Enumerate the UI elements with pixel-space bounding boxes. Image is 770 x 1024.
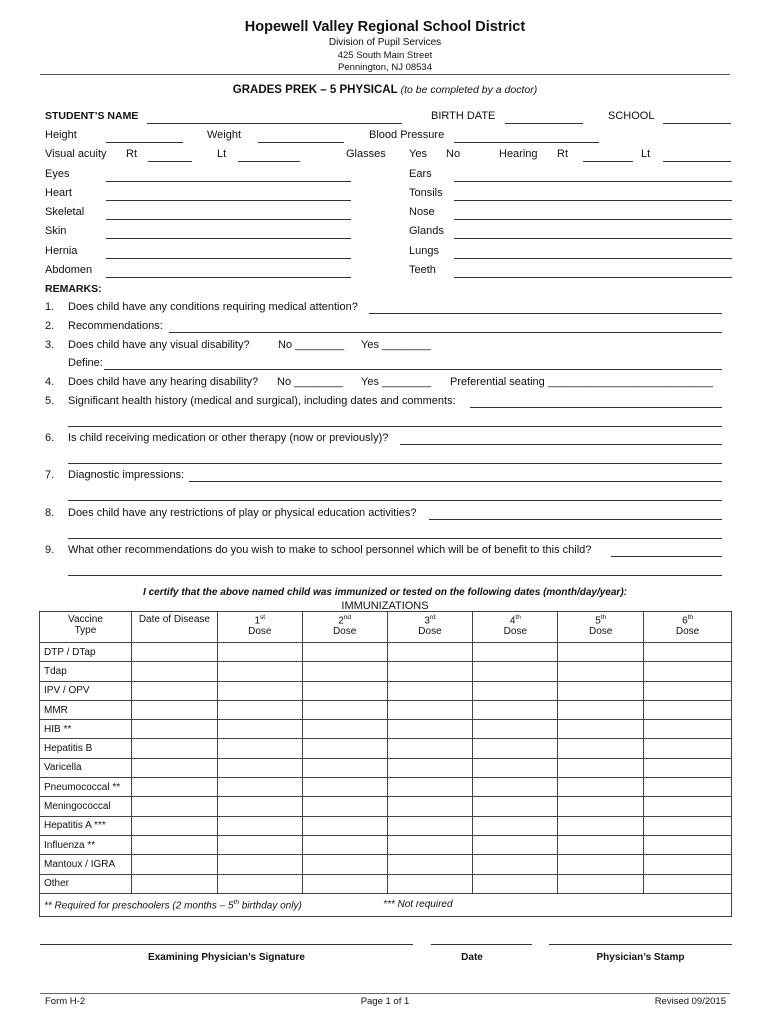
table-row xyxy=(40,739,732,758)
dose-date-cell[interactable] xyxy=(558,835,644,854)
exam-tonsils-label: Tonsils xyxy=(409,187,443,199)
dose-date-cell[interactable] xyxy=(302,720,387,739)
exam-ears-field[interactable] xyxy=(454,181,732,182)
table-row xyxy=(40,700,732,719)
dose-date-cell[interactable] xyxy=(387,778,473,797)
school-label: SCHOOL xyxy=(608,110,655,122)
hearing-label: Hearing xyxy=(499,148,538,160)
footnote-preschool-text: ** Required for preschoolers (2 months – 5 xyxy=(44,900,234,912)
height-label: Height xyxy=(45,129,77,141)
dose-date-cell[interactable] xyxy=(644,816,732,835)
dose-date-cell[interactable] xyxy=(473,797,558,816)
table-row xyxy=(40,816,732,835)
footnote-not-required-text: *** Not required xyxy=(383,899,453,911)
exam-nose-label: Nose xyxy=(409,206,435,218)
dose-date-cell[interactable] xyxy=(644,643,732,662)
dose-date-cell[interactable] xyxy=(558,758,644,777)
exam-skin-field[interactable] xyxy=(106,238,351,239)
glasses-yes-option[interactable]: Yes xyxy=(409,148,427,160)
q1-field[interactable] xyxy=(369,313,722,314)
exam-lungs-field[interactable] xyxy=(454,258,732,259)
dose-date-cell[interactable] xyxy=(387,700,473,719)
table-header-row xyxy=(40,612,732,643)
vaccine-name: Meningococcal xyxy=(40,797,132,816)
vaccine-name: Mantoux / IGRA xyxy=(40,855,132,874)
height-field[interactable] xyxy=(106,142,183,143)
q4-number: 4. xyxy=(45,376,55,388)
dose-date-cell[interactable] xyxy=(302,739,387,758)
dose-date-cell[interactable] xyxy=(473,739,558,758)
footnote-preschool-end: birthday only) xyxy=(238,900,302,912)
dose-suffix: th xyxy=(515,614,521,621)
dose-date-cell[interactable] xyxy=(302,855,387,874)
dose-suffix: th xyxy=(687,614,694,621)
q8-field-line2[interactable] xyxy=(68,538,722,539)
exam-lungs-label: Lungs xyxy=(409,245,439,257)
dose-date-cell[interactable] xyxy=(302,643,387,662)
student-name-label: STUDENT’S NAME xyxy=(45,110,139,122)
dose-date-cell[interactable] xyxy=(217,739,302,758)
dose-date-cell[interactable] xyxy=(558,816,644,835)
dose-date-cell[interactable] xyxy=(644,700,732,719)
preferential-seating-field[interactable]: Preferential seating ___________________________ xyxy=(450,376,714,388)
dose-date-cell[interactable] xyxy=(473,835,558,854)
glasses-label: Glasses xyxy=(346,148,386,160)
dose-date-cell[interactable] xyxy=(473,662,558,681)
dose-date-cell[interactable] xyxy=(302,681,387,700)
dose-date-cell[interactable] xyxy=(473,874,558,893)
q1-number: 1. xyxy=(45,301,55,313)
exam-eyes-label: Eyes xyxy=(45,168,70,180)
dose-label: Dose xyxy=(503,626,528,638)
q5-field-line2[interactable] xyxy=(68,426,722,427)
vaccine-header-label: Vaccine xyxy=(68,614,103,625)
q7-text: Diagnostic impressions: xyxy=(68,469,185,481)
exam-teeth-label: Teeth xyxy=(409,264,436,276)
visual-acuity-label: Visual acuity xyxy=(45,148,107,160)
dose-number: 3 xyxy=(424,615,430,627)
dose-date-cell[interactable] xyxy=(558,778,644,797)
exam-abdomen-label: Abdomen xyxy=(45,264,93,276)
disease-date-cell[interactable] xyxy=(131,835,217,854)
dose-6-header xyxy=(644,612,732,643)
vaccine-name: Other xyxy=(40,874,132,893)
type-header-label: Type xyxy=(74,625,97,636)
dose-date-cell[interactable] xyxy=(473,816,558,835)
exam-skeletal-field[interactable] xyxy=(106,219,351,220)
dose-date-cell[interactable] xyxy=(387,643,473,662)
dose-number: 2 xyxy=(338,615,344,627)
q5-field[interactable] xyxy=(470,407,722,408)
footnote-row xyxy=(40,893,732,916)
dose-date-cell[interactable] xyxy=(387,720,473,739)
remarks-label: REMARKS: xyxy=(45,283,102,295)
dose-date-cell[interactable] xyxy=(644,758,732,777)
district-title: Hopewell Valley Regional School District xyxy=(244,19,526,35)
dose-suffix: rd xyxy=(429,614,436,621)
q6-field[interactable] xyxy=(400,444,722,445)
exam-nose-field[interactable] xyxy=(454,219,732,220)
dose-5-header xyxy=(558,612,644,643)
dose-3-header xyxy=(387,612,473,643)
dose-date-cell[interactable] xyxy=(558,643,644,662)
q9-text: What other recommendations do you wish to make to school personnel which will be of benefit to this child? xyxy=(68,544,592,556)
disease-date-cell[interactable] xyxy=(131,739,217,758)
q6-field-line2[interactable] xyxy=(68,463,722,464)
table-row xyxy=(40,835,732,854)
revision-date: Revised 09/2015 xyxy=(654,996,726,1007)
dose-label: Dose xyxy=(418,626,442,638)
dose-suffix: th xyxy=(600,614,607,621)
table-row xyxy=(40,758,732,777)
table-row xyxy=(40,681,732,700)
dose-number: 1 xyxy=(254,615,261,627)
visual-lt-field[interactable] xyxy=(238,161,300,162)
disease-date-cell[interactable] xyxy=(131,700,217,719)
city-address: Pennington, NJ 08534 xyxy=(337,62,433,73)
certify-statement: I certify that the above named child was immunized or tested on the following dates (month/day/year): xyxy=(143,587,627,598)
dose-date-cell[interactable] xyxy=(217,855,302,874)
dose-date-cell[interactable] xyxy=(387,816,473,835)
dose-number: 6 xyxy=(682,615,688,627)
weight-label: Weight xyxy=(207,129,242,141)
dose-date-cell[interactable] xyxy=(387,797,473,816)
dose-date-cell[interactable] xyxy=(302,700,387,719)
disease-date-cell[interactable] xyxy=(131,855,217,874)
dose-date-cell[interactable] xyxy=(387,758,473,777)
immunizations-title: IMMUNIZATIONS xyxy=(341,600,429,612)
signature-date-field[interactable] xyxy=(431,944,532,945)
hearing-rt-field[interactable] xyxy=(583,161,633,162)
dose-1-header xyxy=(217,612,302,643)
footnote-preschool-suffix: th xyxy=(233,898,239,906)
exam-glands-label: Glands xyxy=(409,225,444,237)
vaccine-type-header xyxy=(40,612,132,643)
dose-date-cell[interactable] xyxy=(387,855,473,874)
q9-field[interactable] xyxy=(611,556,722,557)
dose-date-cell[interactable] xyxy=(558,874,644,893)
visual-rt-field[interactable] xyxy=(148,161,192,162)
dose-date-cell[interactable] xyxy=(217,758,302,777)
q2-field[interactable] xyxy=(169,332,722,333)
footer-divider xyxy=(40,993,730,994)
dose-date-cell[interactable] xyxy=(217,874,302,893)
q7-field-line2[interactable] xyxy=(68,500,722,501)
dose-2-header xyxy=(302,612,387,643)
dose-4-header xyxy=(473,612,558,643)
q5-number: 5. xyxy=(45,395,55,407)
disease-date-cell[interactable] xyxy=(131,643,217,662)
disease-date-cell[interactable] xyxy=(131,720,217,739)
table-row xyxy=(40,797,732,816)
vaccine-name: Tdap xyxy=(40,662,132,681)
q8-field[interactable] xyxy=(429,519,722,520)
q7-field[interactable] xyxy=(189,481,722,482)
q6-number: 6. xyxy=(45,432,55,444)
vaccine-name: Pneumococcal ** xyxy=(40,778,132,797)
vaccine-name: DTP / DTap xyxy=(40,643,132,662)
dose-date-cell[interactable] xyxy=(473,681,558,700)
dose-date-cell[interactable] xyxy=(302,797,387,816)
physician-stamp-field[interactable] xyxy=(549,944,732,945)
dose-date-cell[interactable] xyxy=(217,835,302,854)
dose-date-cell[interactable] xyxy=(558,739,644,758)
vaccine-name: Hepatitis B xyxy=(40,739,132,758)
dose-date-cell[interactable] xyxy=(473,700,558,719)
dose-date-cell[interactable] xyxy=(558,720,644,739)
exam-skeletal-label: Skeletal xyxy=(45,206,85,218)
table-row xyxy=(40,662,732,681)
dose-date-cell[interactable] xyxy=(558,700,644,719)
exam-eyes-field[interactable] xyxy=(106,181,351,182)
student-name-field[interactable] xyxy=(147,123,402,124)
footnote-preschool xyxy=(40,893,388,916)
q3-no-field[interactable]: No ________ xyxy=(278,339,345,351)
dose-date-cell[interactable] xyxy=(217,681,302,700)
table-row xyxy=(40,778,732,797)
division-name: Division of Pupil Services xyxy=(328,37,442,48)
dose-date-cell[interactable] xyxy=(302,758,387,777)
dose-date-cell[interactable] xyxy=(558,662,644,681)
dose-date-cell[interactable] xyxy=(644,720,732,739)
disease-date-cell[interactable] xyxy=(131,681,217,700)
hearing-lt-field[interactable] xyxy=(663,161,731,162)
page-number: Page 1 of 1 xyxy=(360,996,410,1007)
dose-label: Dose xyxy=(589,626,613,638)
dose-date-cell[interactable] xyxy=(217,662,302,681)
q4-no-field[interactable]: No ________ xyxy=(277,376,344,388)
vaccine-rows xyxy=(40,643,732,894)
exam-heart-field[interactable] xyxy=(106,200,351,201)
date-of-disease-header: Date of Disease xyxy=(131,612,217,643)
dose-date-cell[interactable] xyxy=(644,874,732,893)
disease-date-cell[interactable] xyxy=(131,816,217,835)
dose-date-cell[interactable] xyxy=(387,681,473,700)
q8-text: Does child have any restrictions of play or physical education activities? xyxy=(68,507,417,519)
disease-date-cell[interactable] xyxy=(131,797,217,816)
table-row xyxy=(40,720,732,739)
exam-hernia-field[interactable] xyxy=(106,258,351,259)
dose-date-cell[interactable] xyxy=(644,797,732,816)
dose-date-cell[interactable] xyxy=(217,778,302,797)
footnote-not-required xyxy=(383,893,731,916)
q4-text: Does child have any hearing disability? xyxy=(68,376,259,388)
exam-teeth-field[interactable] xyxy=(454,277,732,278)
physician-signature-field[interactable] xyxy=(40,944,413,945)
dose-date-cell[interactable] xyxy=(558,855,644,874)
dose-suffix: nd xyxy=(343,614,352,621)
dose-date-cell[interactable] xyxy=(387,739,473,758)
vaccine-name: Varicella xyxy=(40,758,132,777)
dose-date-cell[interactable] xyxy=(302,662,387,681)
q4-yes-field[interactable]: Yes ________ xyxy=(361,376,431,388)
dose-date-cell[interactable] xyxy=(473,855,558,874)
q1-text: Does child have any conditions requiring medical attention? xyxy=(68,301,358,313)
dose-date-cell[interactable] xyxy=(302,816,387,835)
blood-pressure-field[interactable] xyxy=(454,142,599,143)
dose-date-cell[interactable] xyxy=(644,778,732,797)
q6-text: Is child receiving medication or other therapy (now or previously)? xyxy=(68,432,389,444)
q7-number: 7. xyxy=(45,469,55,481)
visual-rt-label: Rt xyxy=(126,148,137,160)
table-row xyxy=(40,643,732,662)
dose-date-cell[interactable] xyxy=(217,816,302,835)
form-heading xyxy=(0,84,770,96)
q8-number: 8. xyxy=(45,507,55,519)
exam-hernia-label: Hernia xyxy=(45,245,78,257)
q3-text: Does child have any visual disability? xyxy=(68,339,250,351)
disease-date-cell[interactable] xyxy=(131,778,217,797)
define-field[interactable] xyxy=(104,369,722,370)
table-row xyxy=(40,855,732,874)
exam-heart-label: Heart xyxy=(45,187,72,199)
dose-date-cell[interactable] xyxy=(644,855,732,874)
dose-date-cell[interactable] xyxy=(558,797,644,816)
hearing-rt-label: Rt xyxy=(557,148,568,160)
dose-date-cell[interactable] xyxy=(473,720,558,739)
exam-ears-label: Ears xyxy=(409,168,432,180)
disease-date-cell[interactable] xyxy=(131,758,217,777)
table-row xyxy=(40,874,732,893)
exam-abdomen-field[interactable] xyxy=(106,277,351,278)
dose-date-cell[interactable] xyxy=(473,758,558,777)
dose-number: 5 xyxy=(595,615,601,627)
dose-date-cell[interactable] xyxy=(644,835,732,854)
form-title: GRADES PREK – 5 PHYSICAL xyxy=(232,84,398,96)
dose-date-cell[interactable] xyxy=(644,681,732,700)
dose-date-cell[interactable] xyxy=(558,681,644,700)
vaccine-name: Influenza ** xyxy=(40,835,132,854)
birth-date-label: BIRTH DATE xyxy=(431,110,496,122)
dose-date-cell[interactable] xyxy=(473,643,558,662)
immunization-table xyxy=(39,611,732,917)
vaccine-name: Hepatitis A *** xyxy=(40,816,132,835)
exam-tonsils-field[interactable] xyxy=(454,200,732,201)
dose-date-cell[interactable] xyxy=(387,874,473,893)
dose-date-cell[interactable] xyxy=(644,662,732,681)
q3-yes-field[interactable]: Yes ________ xyxy=(361,339,431,351)
exam-skin-label: Skin xyxy=(45,225,67,237)
vaccine-name: HIB ** xyxy=(40,720,132,739)
dose-suffix: st xyxy=(260,614,266,621)
q3-number: 3. xyxy=(45,339,55,351)
dose-date-cell[interactable] xyxy=(644,739,732,758)
vaccine-name: MMR xyxy=(40,700,132,719)
dose-label: Dose xyxy=(248,626,272,638)
school-field[interactable] xyxy=(663,123,731,124)
date-label: Date xyxy=(461,952,483,963)
dose-label: Dose xyxy=(675,626,700,638)
dose-date-cell[interactable] xyxy=(217,700,302,719)
define-label: Define: xyxy=(68,357,103,369)
dose-date-cell[interactable] xyxy=(387,835,473,854)
dose-number: 4 xyxy=(509,615,516,627)
dose-date-cell[interactable] xyxy=(217,720,302,739)
exam-glands-field[interactable] xyxy=(454,238,732,239)
hearing-lt-label: Lt xyxy=(641,148,651,160)
birth-date-field[interactable] xyxy=(505,123,583,124)
q2-number: 2. xyxy=(45,320,55,332)
dose-date-cell[interactable] xyxy=(302,778,387,797)
dose-date-cell[interactable] xyxy=(217,643,302,662)
q9-number: 9. xyxy=(45,544,55,556)
physician-stamp-label: Physician’s Stamp xyxy=(596,952,685,963)
q2-text: Recommendations: xyxy=(68,320,163,332)
q9-field-line2[interactable] xyxy=(68,575,722,576)
glasses-no-option[interactable]: No xyxy=(446,148,461,160)
dose-date-cell[interactable] xyxy=(217,797,302,816)
dose-date-cell[interactable] xyxy=(302,835,387,854)
vaccine-name: IPV / OPV xyxy=(40,681,132,700)
dose-label: Dose xyxy=(332,626,357,638)
blood-pressure-label: Blood Pressure xyxy=(369,129,445,141)
q5-text: Significant health history (medical and surgical), including dates and comments: xyxy=(68,395,456,407)
physician-signature-label: Examining Physician’s Signature xyxy=(148,952,305,963)
disease-date-cell[interactable] xyxy=(131,662,217,681)
header-divider xyxy=(40,74,730,75)
disease-date-cell[interactable] xyxy=(131,874,217,893)
dose-date-cell[interactable] xyxy=(302,874,387,893)
dose-date-cell[interactable] xyxy=(473,778,558,797)
visual-lt-label: Lt xyxy=(217,148,227,160)
form-note: (to be completed by a doctor) xyxy=(400,84,538,96)
weight-field[interactable] xyxy=(258,142,344,143)
dose-date-cell[interactable] xyxy=(387,662,473,681)
form-id: Form H-2 xyxy=(45,996,86,1007)
street-address: 425 South Main Street xyxy=(337,50,433,61)
